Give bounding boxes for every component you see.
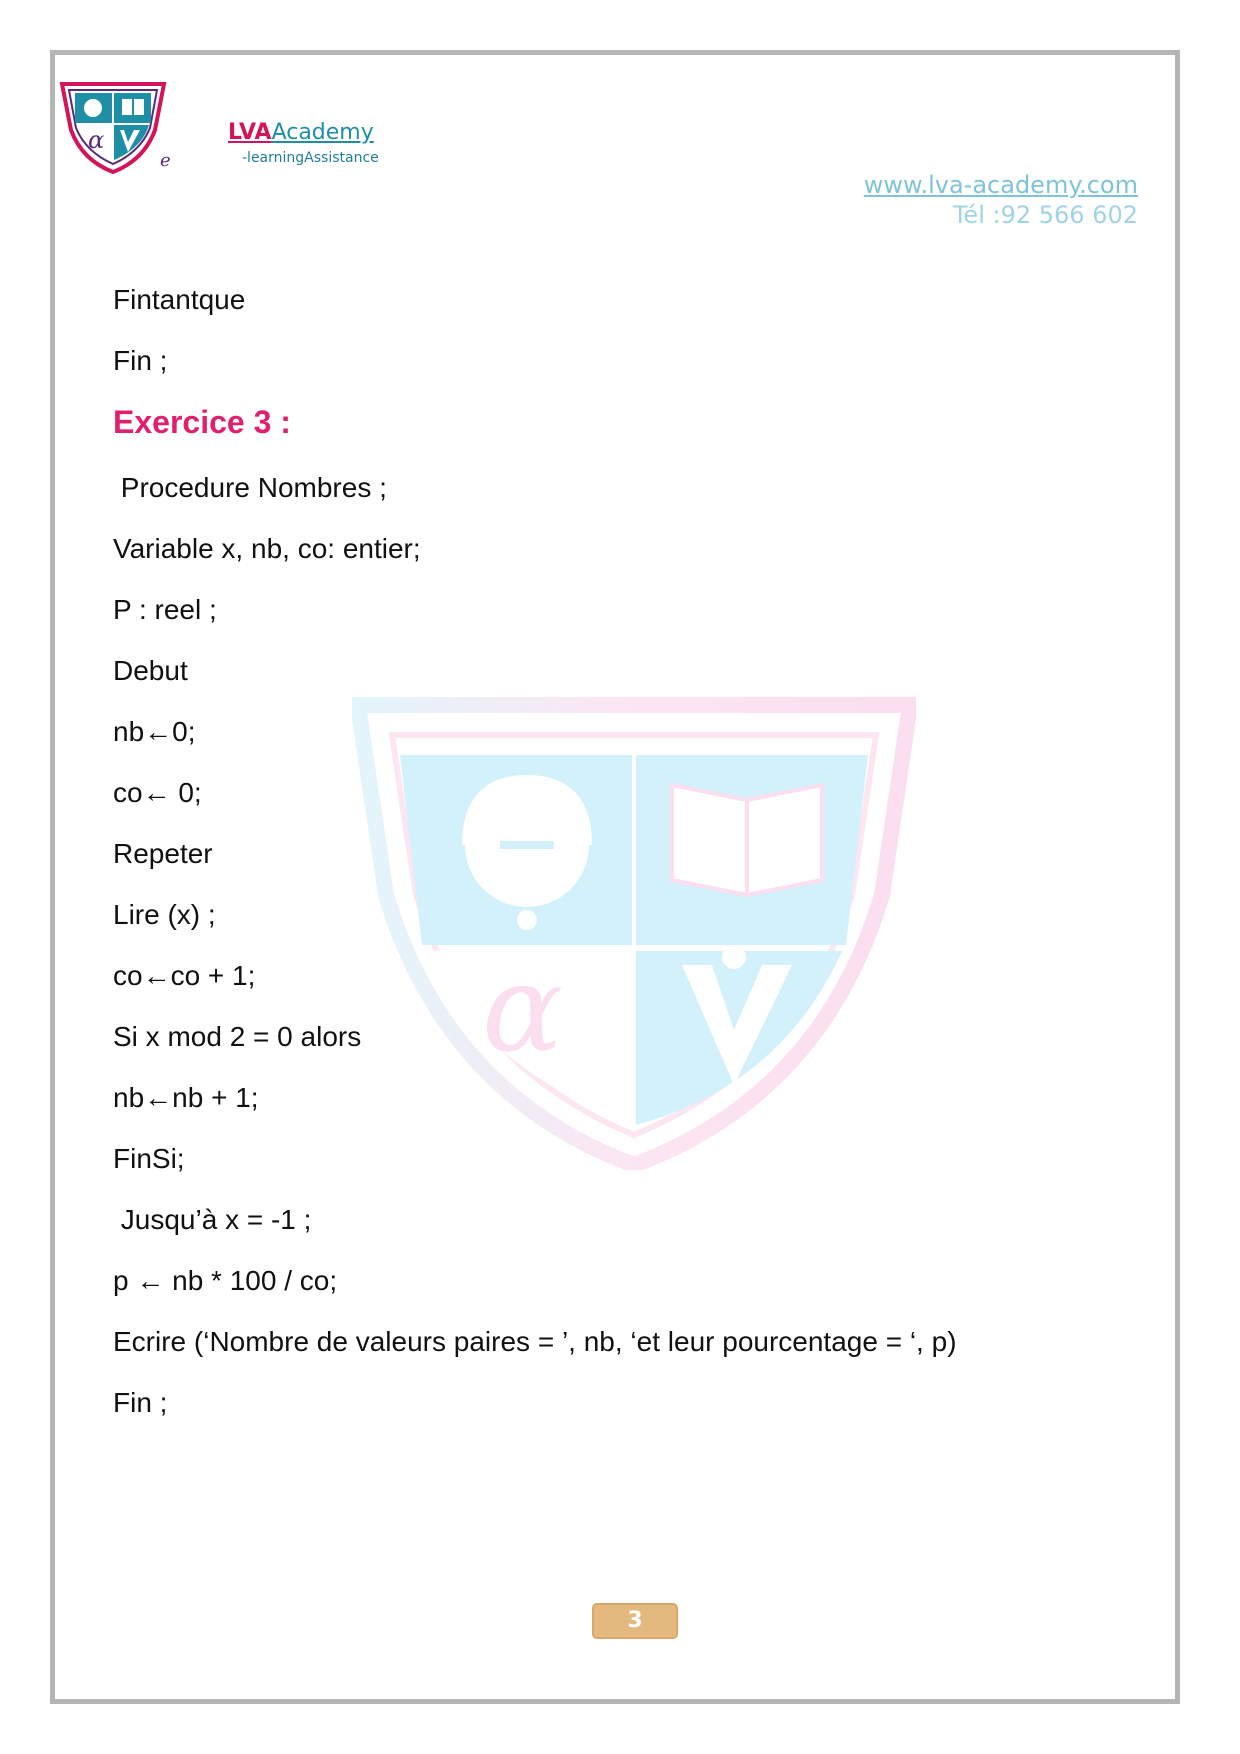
brand-name: [228, 120, 379, 146]
phone-number: Tél :92 566 602: [952, 201, 1138, 229]
code-line: co←co + 1;: [113, 960, 256, 991]
svg-text:α: α: [88, 126, 105, 154]
svg-text:α: α: [482, 940, 564, 1079]
code-line: Variable x, nb, co: entier;: [113, 533, 421, 564]
code-line: Si x mod 2 = 0 alors: [113, 1021, 362, 1052]
code-line: FinSi;: [113, 1143, 185, 1174]
website-link[interactable]: www.lva-academy.com: [863, 171, 1138, 199]
logo-e-letter: e: [160, 150, 171, 171]
code-line: P : reel ;: [113, 594, 217, 625]
code-line: p ← nb * 100 / co;: [113, 1265, 338, 1296]
code-line: Jusqu’à x = -1 ;: [113, 1204, 312, 1235]
code-line: Lire (x) ;: [113, 899, 216, 930]
academy-shield-logo: [58, 80, 168, 175]
code-line: Procedure Nombres ;: [113, 472, 387, 503]
contact-block: [864, 170, 1138, 230]
code-line: co← 0;: [113, 777, 202, 808]
exercise-heading: Exercice 3 :: [113, 404, 291, 440]
code-line: nb←0;: [113, 716, 196, 747]
code-line: Fin ;: [113, 345, 168, 376]
brand-lva: LVA: [228, 120, 272, 145]
code-line: Debut: [113, 655, 188, 686]
code-line: Fintantque: [113, 284, 246, 315]
document-body: [113, 280, 1113, 1444]
brand-tagline: -learningAssistance: [242, 150, 379, 166]
code-line: nb←nb + 1;: [113, 1082, 259, 1113]
page-number: 3: [592, 1603, 678, 1639]
code-line: Repeter: [113, 838, 213, 869]
brand-academy: Academy: [271, 120, 374, 145]
code-line: Ecrire (‘Nombre de valeurs paires = ’, nb, ‘et leur pourcentage = ‘, p): [113, 1326, 957, 1357]
brand-block: [228, 120, 379, 166]
code-line: Fin ;: [113, 1387, 168, 1418]
